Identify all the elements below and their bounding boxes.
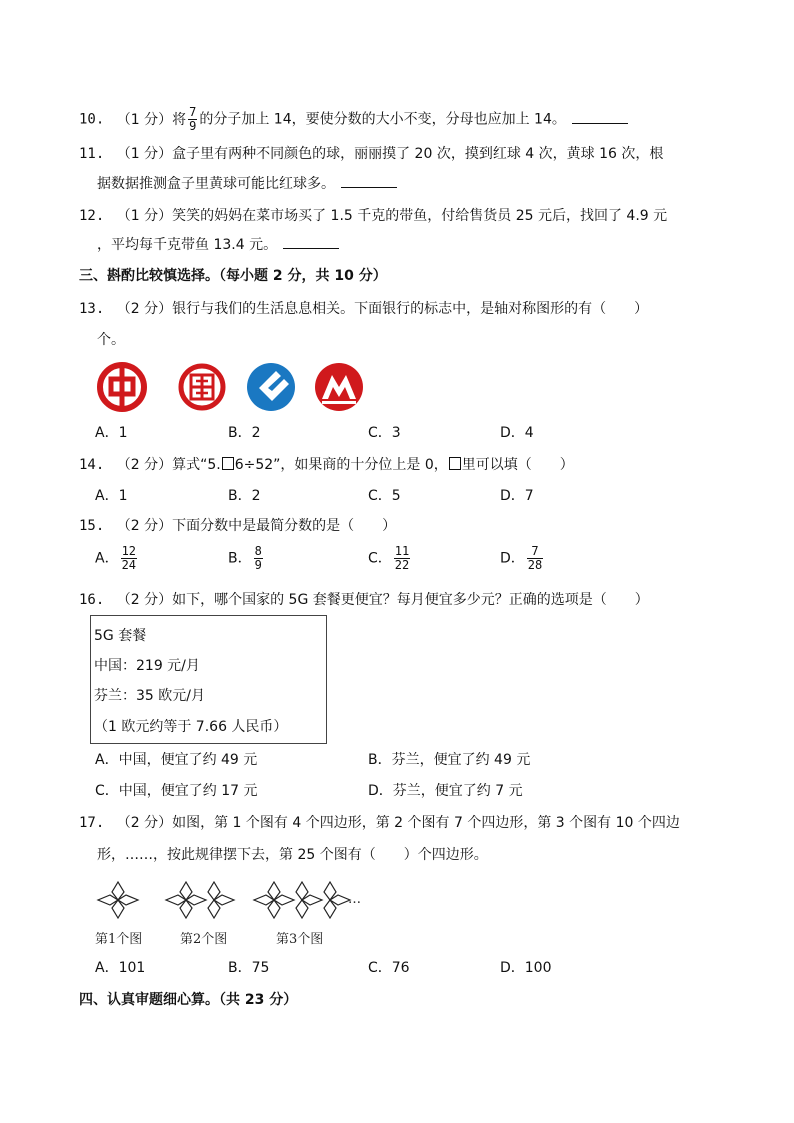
question-15: 15. （2 分）下面分数中是最简分数的是（ ） [79,518,397,534]
blank-box-icon [222,457,234,470]
answer-blank[interactable] [283,236,339,249]
question-12-cont: ，平均每千克带鱼 13.4 元。 [97,235,339,255]
caption-figure-2: 第2个图 [180,932,228,947]
q14-option-b[interactable]: B．2 [228,488,261,504]
ccb-logo [245,361,297,413]
caption-figure-3: 第3个图 [276,932,324,947]
section-4-heading: 四、认真审题细心算。（共 23 分） [79,992,298,1008]
q13-option-b[interactable]: B．2 [228,425,261,441]
question-12: 12. （1 分）笑笑的妈妈在菜市场买了 1.5 千克的带鱼，付给售货员 25 元后，找回了 4.9 元 [79,208,668,224]
q17-option-c[interactable]: C．76 [368,960,410,976]
section-3-heading: 三、斟酌比较慎选择。（每小题 2 分，共 10 分） [79,268,387,284]
question-17: 17. （2 分）如图，第 1 个图有 4 个四边形，第 2 个图有 7 个四边形，第 3 个图有 10 个四边 [79,815,680,831]
quadrilateral-pattern-figure [92,876,362,926]
q17-option-d[interactable]: D．100 [500,960,552,976]
q15-option-b[interactable]: B． $\frac{8}{9}$ [228,544,262,572]
q17-option-b[interactable]: B．75 [228,960,270,976]
question-14: 14. （2 分）算式“5. 6÷52”，如果商的十分位上是 0， 里可以填（ ） [79,457,574,473]
answer-blank[interactable] [341,175,397,188]
bank-of-china-logo [95,360,149,414]
plan-info-box [90,615,327,744]
pattern-ellipsis: … [348,892,361,907]
blank-box-icon [449,457,461,470]
q14-option-d[interactable]: D．7 [500,488,534,504]
q15-option-c[interactable]: C． $\frac{11}{22}$ [368,544,410,572]
box-line-rate: （1 欧元约等于 7.66 人民币） [94,719,288,735]
question-17-cont: 形，……，按此规律摆下去，第 25 个图有（ ）个四边形。 [97,847,488,863]
question-13: 13. （2 分）银行与我们的生活息息相关。下面银行的标志中，是轴对称图形的有（ ） [79,301,649,317]
q14-option-c[interactable]: C．5 [368,488,401,504]
q17-option-a[interactable]: A．101 [95,960,146,976]
q16-option-c[interactable]: C．中国，便宜了约 17 元 [95,783,258,799]
question-16: 16. （2 分）如下，哪个国家的 5G 套餐更便宜？每月便宜多少元？正确的选项是（ ） [79,592,649,608]
question-10: 10. （1 分）将 $\frac{7}{9}$ 的分子加上 14，要使分数的大小不变，分母也应加上 14。 [79,106,628,133]
question-11-cont: 据数据推测盒子里黄球可能比红球多。 [97,174,397,194]
box-title: 5G 套餐 [94,628,147,644]
q13-option-a[interactable]: A．1 [95,425,128,441]
question-11: 11. （1 分）盒子里有两种不同颜色的球，丽丽摸了 20 次，摸到红球 4 次，黄球 16 次，根 [79,146,664,162]
box-line-china: 中国：219 元/月 [94,658,200,674]
q16-option-a[interactable]: A．中国，便宜了约 49 元 [95,752,258,768]
box-line-finland: 芬兰：35 欧元/月 [94,688,205,704]
q16-option-b[interactable]: B．芬兰，便宜了约 49 元 [368,752,531,768]
cmb-logo [313,361,365,413]
caption-figure-1: 第1个图 [95,932,143,947]
q13-option-c[interactable]: C．3 [368,425,401,441]
icbc-logo [177,362,227,412]
q14-option-a[interactable]: A．1 [95,488,128,504]
q16-option-d[interactable]: D．芬兰，便宜了约 7 元 [368,783,523,799]
answer-blank[interactable] [572,111,628,124]
q15-option-a[interactable]: A． $\frac{12}{24}$ [95,544,137,572]
q13-option-d[interactable]: D．4 [500,425,534,441]
fraction: $\frac{7}{9}$ [189,105,197,133]
question-13-cont: 个。 [97,332,125,348]
q15-option-d[interactable]: D． $\frac{7}{28}$ [500,544,543,572]
